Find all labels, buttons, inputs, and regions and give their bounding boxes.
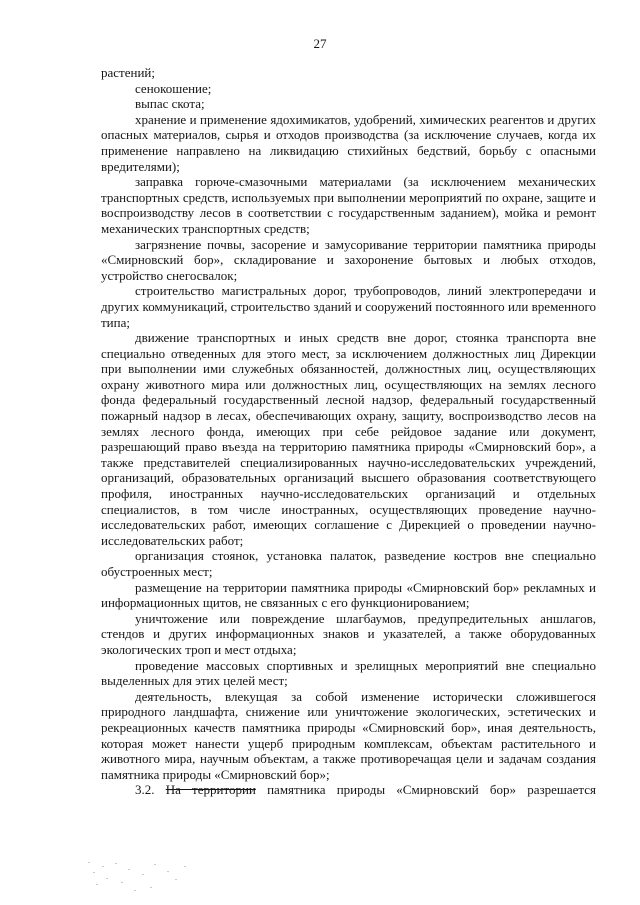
paragraph: растений;	[101, 65, 155, 80]
paragraph: хранение и применение ядохимикатов, удобрений, химических реагентов и других опасных материалов, сырья и отходов производства (за исключение случаев, когда их применение направлено на ликвидацию стихийных бедствий, борьбу с опасными вредителями);	[101, 111, 596, 174]
final-paragraph	[101, 782, 596, 798]
paragraph: организация стоянок, установка палаток, разведение костров вне специально обустроенных мест;	[101, 548, 596, 579]
paragraph: загрязнение почвы, засорение и замусоривание территории памятника природы «Смирновский бор», складирование и захоронение бытовых и любых отходов, устройство снегосвалок;	[101, 236, 596, 283]
paragraph: проведение массовых спортивных и зрелищных мероприятий вне специально выделенных для этих целей мест;	[101, 657, 596, 689]
final-paragraph-text: памятника природы «Смирновский бор» разрешается	[255, 782, 597, 798]
section-number: 3.2.	[135, 782, 155, 798]
document-body	[101, 65, 596, 798]
struck-text: На территории	[165, 782, 256, 798]
paragraph: уничтожение или повреждение шлагбаумов, предупредительных аншлагов, стендов и других информационных знаков и указателей, а также оборудованных экологических троп и мест отдыха;	[101, 610, 596, 657]
page-number: 27	[313, 36, 327, 51]
paragraph: выпас скота;	[135, 96, 205, 112]
paragraph: размещение на территории памятника природы «Смирновский бор» рекламных и информационных щитов, не связанных с его функционированием;	[101, 579, 596, 611]
paragraph: сенокошение;	[135, 80, 212, 96]
paragraph: строительство магистральных дорог, трубопроводов, линий электропередачи и других коммуникаций, строительство зданий и сооружений постоянного или временного типа;	[101, 283, 596, 330]
paragraph: заправка горюче-смазочными материалами (за исключением механических транспортных средств, используемых при выполнении мероприятий по охране, защите и воспроизводству лесов в соответствии с государственным заданием), мойка и ремонт механических транспортных средств;	[101, 174, 596, 236]
paragraph: деятельность, влекущая за собой изменение исторически сложившегося природного ландшафта, снижение или уничтожение экологических, эстетических и рекреационных качеств памятника природы «Смирновский бор», иная деятельность, которая может нанести ущерб природным комплексам, объектам растительного и животного мира, научным объектам, а также противоречащая цели и задачам создания памятника природы «Смирновский бор»;	[101, 688, 596, 782]
scan-noise	[84, 860, 194, 894]
paragraph: движение транспортных и иных средств вне дорог, стоянка транспорта вне специально отведенных для этого мест, за исключением должностных лиц Дирекции при выполнении ими служебных обязанностей, должностных лиц, осуществляющих охрану животного мира или должностных лиц, осуществляющих на землях лесного фонда федеральный государственный лесной надзор, федеральный государственный пожарный надзор в лесах, обеспечивающих охрану, защиту, воспроизводство лесов на землях лесного фонда, имеющих при себе рейдовое задание или документ, разрешающий право въезда на территорию памятника природы «Смирновский бор», а также представителей специализированных научно-исследовательских учреждений, организаций, образовательных организаций высшего образования соответствующего профиля, иностранных научно-исследовательских организаций и отдельных специалистов, в том числе иностранных, осуществляющих проведение научно-исследовательских работ, имеющих соглашение с Дирекцией о проведении научно-исследовательских работ;	[101, 330, 596, 548]
